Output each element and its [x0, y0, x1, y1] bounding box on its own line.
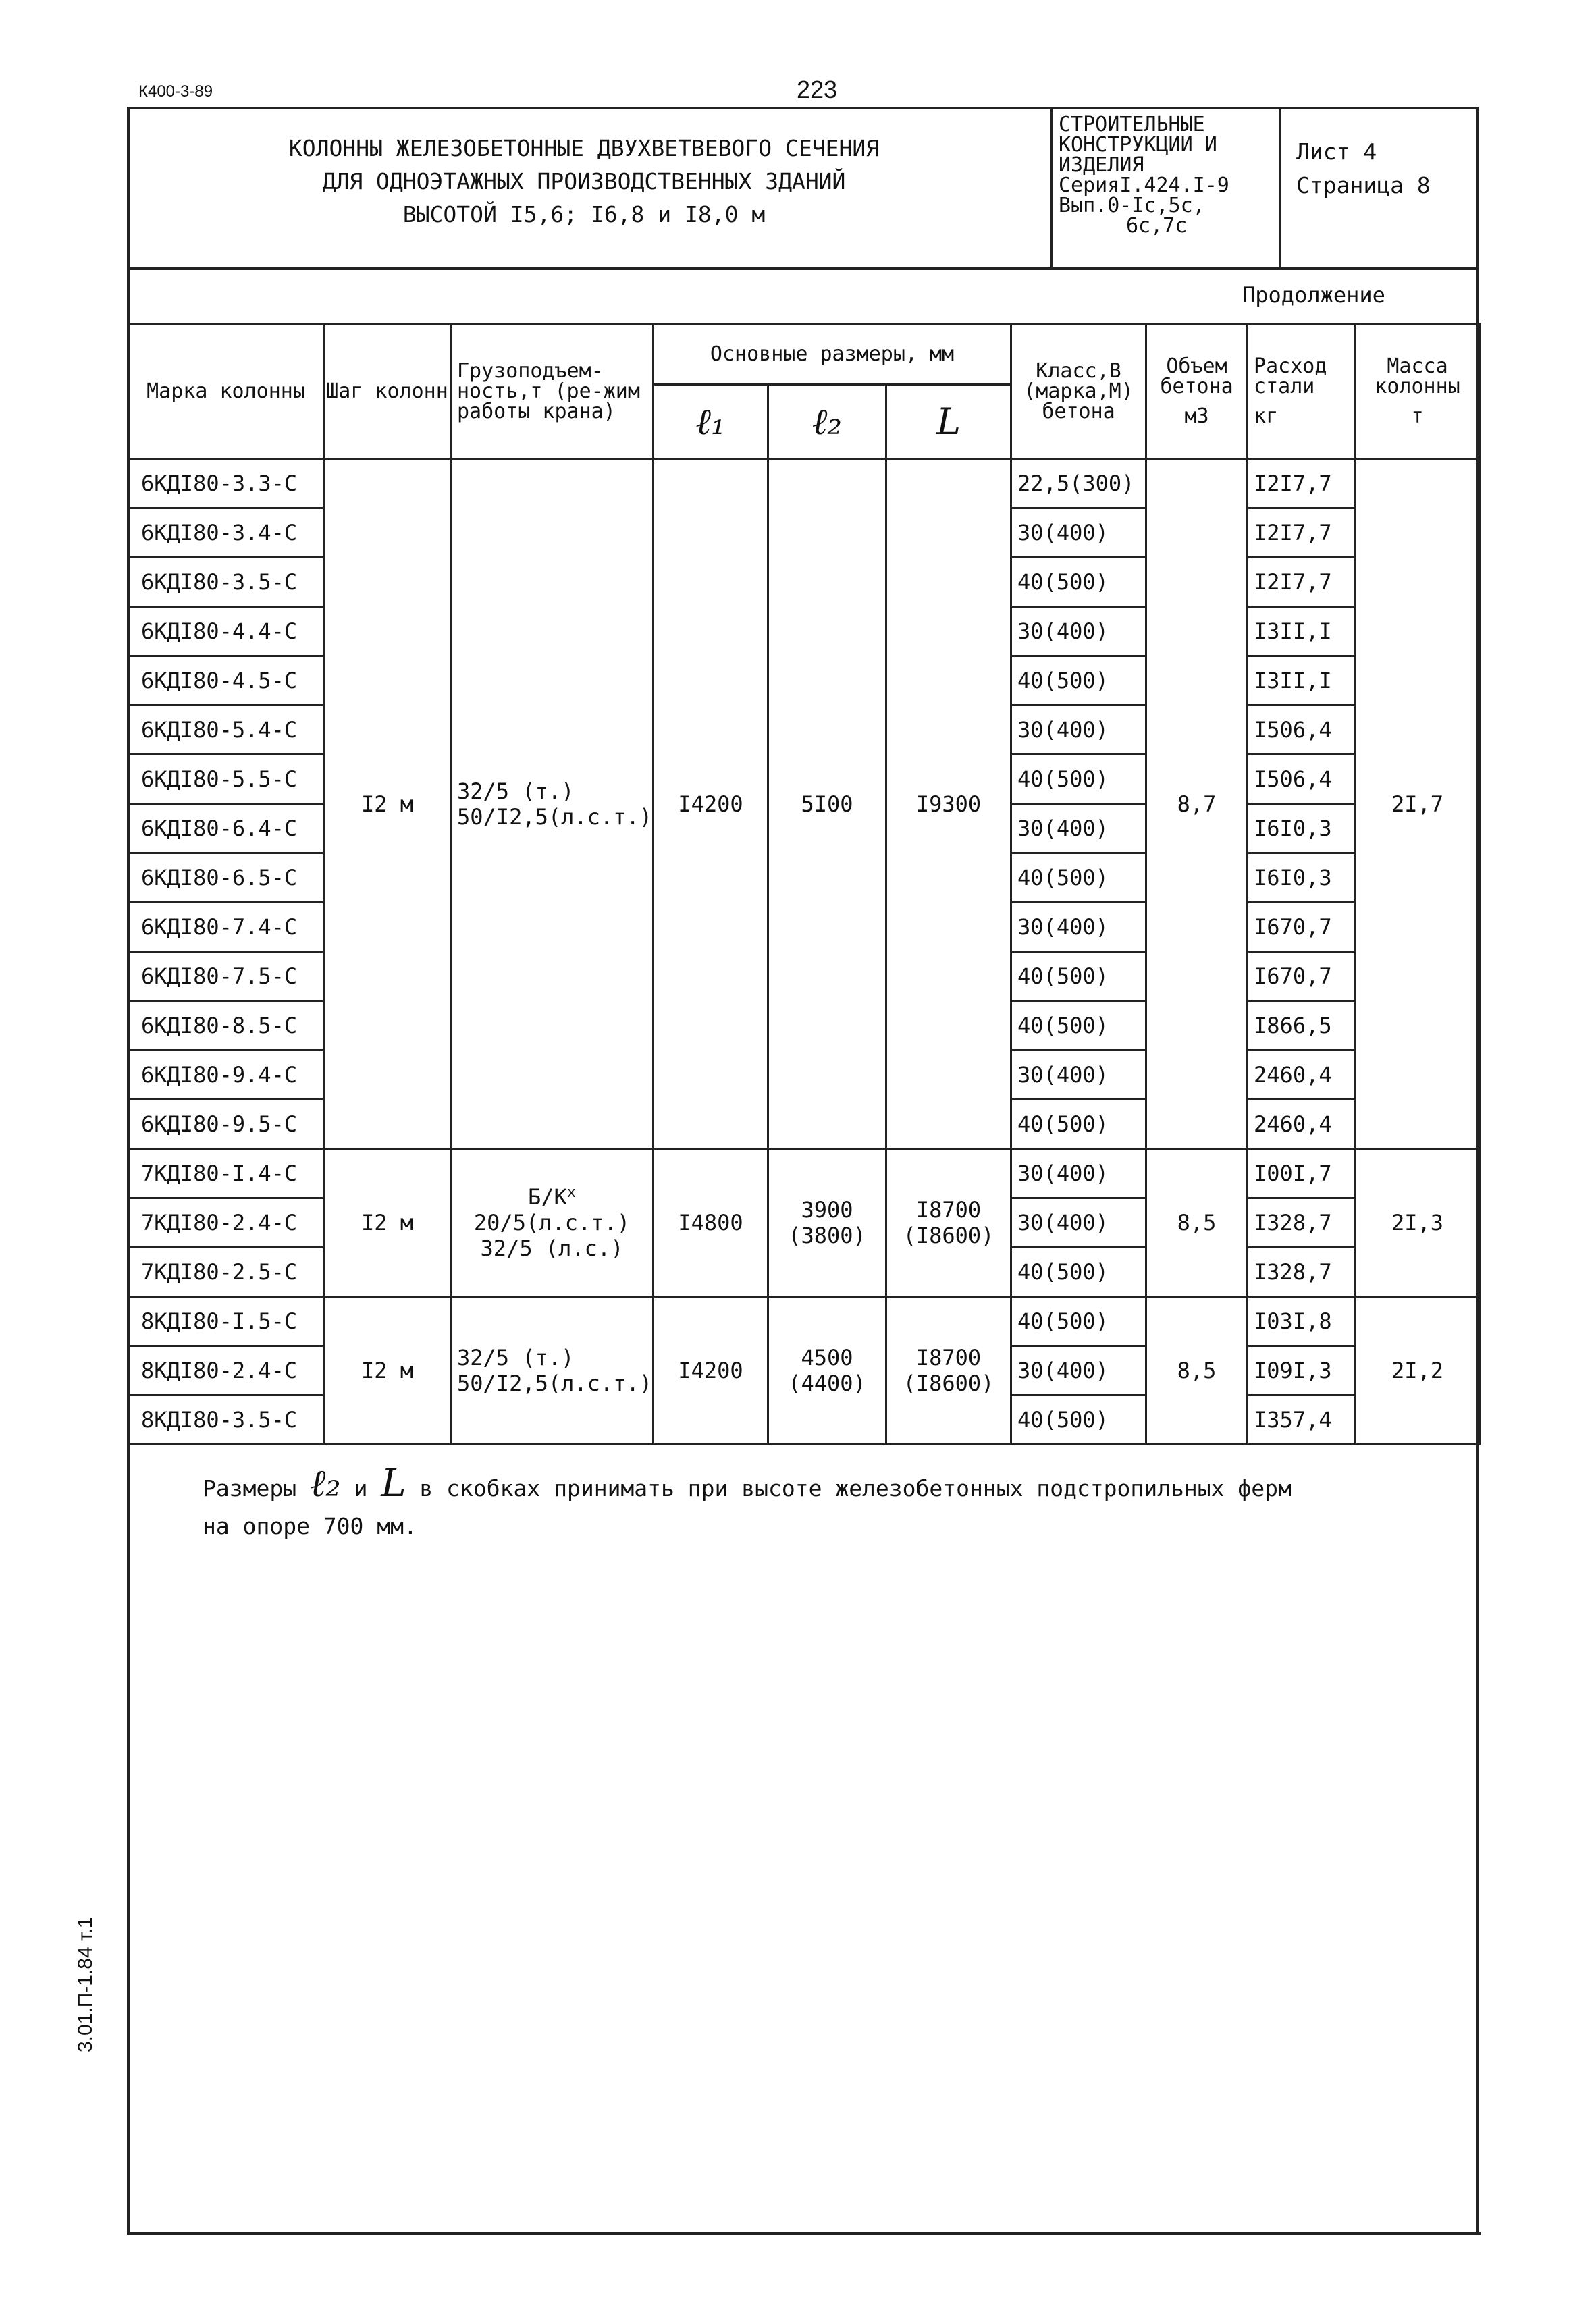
title-line: ВЫСОТОЙ I5,6; I6,8 и I8,0 м	[402, 201, 766, 228]
cell-steel: 2460,4	[1248, 1051, 1356, 1100]
header-class: Класс,В (марка,М) бетона	[1011, 324, 1146, 459]
cell-step: I2 м	[324, 1149, 451, 1297]
cell-steel: I00I,7	[1248, 1149, 1356, 1198]
note-text: в скобках принимать при высоте железобетонных подстропильных ферм	[419, 1475, 1292, 1501]
cell-steel: I03I,8	[1248, 1297, 1356, 1346]
cell-steel: I6I0,3	[1248, 804, 1356, 853]
header-capacity: Грузоподъем-ность,т (ре-жим работы крана)	[451, 324, 654, 459]
cell-steel: I2I7,7	[1248, 459, 1356, 508]
cell-mark: 8КДI80-I.5-С	[128, 1297, 324, 1346]
sheet-number: Лист 4	[1296, 138, 1377, 165]
cell-L: I9300	[886, 459, 1011, 1149]
capacity-line: 50/I2,5(л.с.т.)	[457, 803, 652, 830]
cell-class: 40(500)	[1011, 1001, 1146, 1051]
cell-class: 22,5(300)	[1011, 459, 1146, 508]
cell-mark: 6КДI80-9.4-С	[128, 1051, 324, 1100]
cell-class: 30(400)	[1011, 607, 1146, 656]
capacity-line: 50/I2,5(л.с.т.)	[457, 1371, 652, 1396]
cell-class: 30(400)	[1011, 706, 1146, 755]
capacity-line	[452, 1184, 652, 1210]
cell-steel: I6I0,3	[1248, 853, 1356, 903]
sheet-info	[1296, 135, 1431, 203]
note-line-1	[203, 1462, 1418, 1508]
cell-mark: 7КДI80-2.4-С	[128, 1198, 324, 1248]
header-step: Шаг колонн	[324, 324, 451, 459]
cell-class: 40(500)	[1011, 656, 1146, 706]
cell-mark: 6КДI80-7.4-С	[128, 903, 324, 952]
stamp-line: СТРОИТЕЛЬНЫЕ	[1059, 113, 1205, 136]
document-title	[243, 132, 925, 231]
header-steel-label: Расход стали	[1254, 354, 1327, 398]
header-steel	[1248, 324, 1356, 459]
L-value: I8700	[915, 1197, 982, 1223]
cell-class: 30(400)	[1011, 903, 1146, 952]
header-volume-label: Объем бетона	[1160, 354, 1233, 398]
stamp-line: СерияI.424.I-9	[1059, 174, 1229, 197]
cell-steel: I2I7,7	[1248, 558, 1356, 607]
cell-mark: 8КДI80-2.4-С	[128, 1346, 324, 1395]
cell-mark: 6КДI80-3.4-С	[128, 508, 324, 558]
capacity-line: 32/5 (т.)	[457, 778, 575, 804]
header-volume	[1146, 324, 1248, 459]
note-symbol-L: L	[381, 1462, 406, 1506]
cell-mark: 6КДI80-5.5-С	[128, 755, 324, 804]
cell-class: 40(500)	[1011, 1395, 1146, 1445]
header-mark: Марка колонны	[128, 324, 324, 459]
cell-steel: I328,7	[1248, 1198, 1356, 1248]
cell-mass: 2I,7	[1356, 459, 1480, 1149]
cell-l1: I4800	[654, 1149, 768, 1297]
cell-steel: I866,5	[1248, 1001, 1356, 1051]
l2-alt-value: (4400)	[788, 1371, 866, 1396]
cell-steel: I328,7	[1248, 1248, 1356, 1297]
cell-class: 40(500)	[1011, 952, 1146, 1001]
cell-volume: 8,5	[1146, 1297, 1248, 1445]
cell-mark: 6КДI80-8.5-С	[128, 1001, 324, 1051]
cell-class: 40(500)	[1011, 1100, 1146, 1149]
cell-L	[886, 1149, 1011, 1297]
capacity-line-text: Б/К	[527, 1184, 567, 1210]
cell-class: 40(500)	[1011, 853, 1146, 903]
cell-steel: I09I,3	[1248, 1346, 1356, 1395]
header-mass	[1356, 324, 1480, 459]
cell-mark: 6КДI80-5.4-С	[128, 706, 324, 755]
header-mass-unit: т	[1411, 404, 1424, 428]
l2-value: 3900	[801, 1197, 853, 1223]
cell-class: 30(400)	[1011, 1149, 1146, 1198]
cell-mark: 6КДI80-3.3-С	[128, 459, 324, 508]
cell-steel: I357,4	[1248, 1395, 1356, 1445]
header-L: L	[886, 385, 1011, 459]
cell-step: I2 м	[324, 1297, 451, 1445]
cell-capacity	[451, 1297, 654, 1445]
cell-mass: 2I,3	[1356, 1149, 1480, 1297]
cell-class: 30(400)	[1011, 1198, 1146, 1248]
L-alt-value: (I8600)	[903, 1223, 994, 1248]
header-mass-label: Масса колонны	[1375, 354, 1460, 398]
cell-L	[886, 1297, 1011, 1445]
cell-mark: 6КДI80-3.5-С	[128, 558, 324, 607]
cell-l2: 5I00	[768, 459, 886, 1149]
cell-capacity	[451, 459, 654, 1149]
cell-class: 30(400)	[1011, 508, 1146, 558]
cell-steel: I506,4	[1248, 706, 1356, 755]
cell-class: 40(500)	[1011, 1297, 1146, 1346]
cell-volume: 8,5	[1146, 1149, 1248, 1297]
cell-mark: 6КДI80-4.5-С	[128, 656, 324, 706]
title-line: КОЛОННЫ ЖЕЛЕЗОБЕТОННЫЕ ДВУХВЕТВЕВОГО СЕЧЕНИЯ	[288, 135, 880, 161]
capacity-line: 32/5 (т.)	[457, 1345, 575, 1371]
cell-volume: 8,7	[1146, 459, 1248, 1149]
header-volume-unit: м3	[1184, 404, 1209, 428]
cell-capacity	[451, 1149, 654, 1297]
cell-mass: 2I,2	[1356, 1297, 1480, 1445]
header-l2: ℓ₂	[768, 385, 886, 459]
continuation-label: Продолжение	[1242, 282, 1385, 308]
cell-mark: 6КДI80-4.4-С	[128, 607, 324, 656]
side-label: 3.01.П-1.84 т.1	[74, 1917, 97, 2052]
cell-steel: I670,7	[1248, 952, 1356, 1001]
table-row	[128, 1149, 1480, 1198]
note-and: и	[354, 1475, 368, 1501]
header-steel-unit: кг	[1254, 404, 1279, 428]
cell-steel: I3II,I	[1248, 656, 1356, 706]
capacity-line: 32/5 (л.с.)	[480, 1235, 624, 1261]
page-label: Страница 8	[1296, 172, 1431, 198]
title-divider	[1050, 107, 1053, 269]
cell-mark: 6КДI80-7.5-С	[128, 952, 324, 1001]
cell-mark: 6КДI80-9.5-С	[128, 1100, 324, 1149]
stamp-line: Вып.0-Iс,5с,	[1059, 194, 1205, 217]
page-number: 223	[797, 76, 838, 103]
stamp-divider	[1279, 107, 1281, 269]
cell-class: 30(400)	[1011, 804, 1146, 853]
cell-mark: 7КДI80-I.4-С	[128, 1149, 324, 1198]
cell-mark: 8КДI80-3.5-С	[128, 1395, 324, 1445]
stamp-line: ИЗДЕЛИЯ	[1059, 153, 1144, 177]
cell-steel: I2I7,7	[1248, 508, 1356, 558]
cell-mark: 7КДI80-2.5-С	[128, 1248, 324, 1297]
cell-l1: I4200	[654, 1297, 768, 1445]
cell-mark: 6КДI80-6.5-С	[128, 853, 324, 903]
capacity-footnote-mark: х	[566, 1184, 577, 1201]
stamp-line: 6с,7с	[1126, 214, 1188, 238]
columns-table	[127, 323, 1481, 1445]
l2-alt-value: (3800)	[788, 1223, 866, 1248]
L-alt-value: (I8600)	[903, 1371, 994, 1396]
frame-bottom-line	[127, 2232, 1481, 2235]
stamp-line: КОНСТРУКЦИИ И	[1059, 133, 1217, 157]
document-code: К400-3-89	[138, 82, 213, 101]
note-line-2: на опоре 700 мм.	[203, 1513, 417, 1539]
cell-steel: 2460,4	[1248, 1100, 1356, 1149]
L-value: I8700	[915, 1345, 982, 1371]
table-note	[203, 1462, 1418, 1545]
note-prefix: Размеры	[203, 1475, 297, 1501]
title-line: ДЛЯ ОДНОЭТАЖНЫХ ПРОИЗВОДСТВЕННЫХ ЗДАНИЙ	[322, 168, 846, 194]
l2-value: 4500	[801, 1345, 853, 1371]
series-stamp	[1059, 115, 1261, 236]
cell-l2	[768, 1297, 886, 1445]
cell-class: 30(400)	[1011, 1346, 1146, 1395]
title-bottom-line	[127, 267, 1479, 270]
cell-steel: I670,7	[1248, 903, 1356, 952]
cell-class: 40(500)	[1011, 1248, 1146, 1297]
cell-steel: I3II,I	[1248, 607, 1356, 656]
cell-class: 40(500)	[1011, 558, 1146, 607]
cell-l2	[768, 1149, 886, 1297]
table-row	[128, 1297, 1480, 1346]
cell-mark: 6КДI80-6.4-С	[128, 804, 324, 853]
cell-step: I2 м	[324, 459, 451, 1149]
capacity-line: 20/5(л.с.т.)	[473, 1210, 631, 1235]
header-l1: ℓ₁	[654, 385, 768, 459]
note-symbol-l2: ℓ₂	[309, 1462, 341, 1506]
cell-l1: I4200	[654, 459, 768, 1149]
cell-steel: I506,4	[1248, 755, 1356, 804]
cell-class: 40(500)	[1011, 755, 1146, 804]
cell-class: 30(400)	[1011, 1051, 1146, 1100]
table-row	[128, 459, 1480, 508]
header-dims: Основные размеры, мм	[654, 324, 1011, 385]
